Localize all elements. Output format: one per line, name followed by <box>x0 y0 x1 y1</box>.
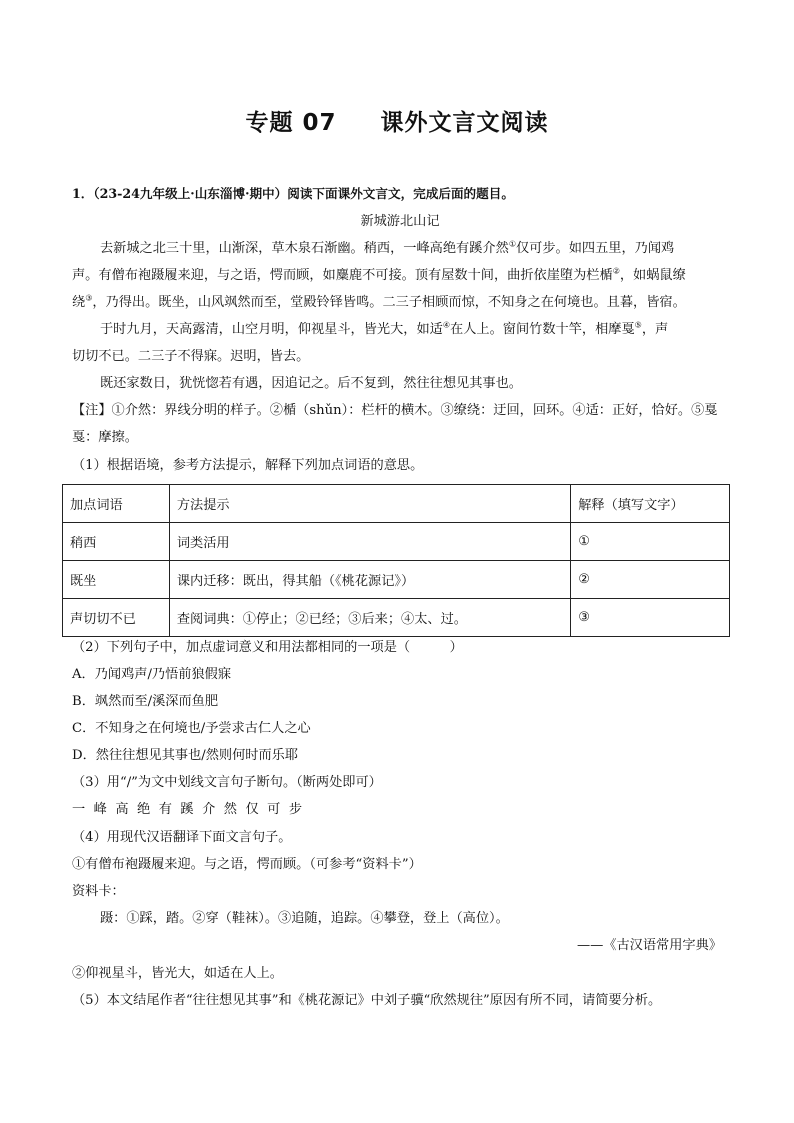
text-span: 去新城之北三十里，山渐深，草木泉石渐幽。稍西，一峰高绝有蹊介然 <box>100 241 509 256</box>
title-text: 课外文言文阅读 <box>380 110 549 136</box>
footnote-mark: ④ <box>442 320 451 330</box>
table-row <box>63 561 730 599</box>
answer-cell[interactable]: ③ <box>571 599 730 637</box>
footnote-mark: ③ <box>85 293 93 303</box>
translation-item-2: ②仰视星斗，皆光大，如适在人上。 <box>72 966 283 981</box>
table-cell: 既坐 <box>63 561 170 599</box>
option-c[interactable]: C．不知身之在何境也/予尝求古仁人之心 <box>72 721 311 736</box>
annotation-line: 戛：摩擦。 <box>72 430 138 445</box>
table-row <box>63 523 730 561</box>
table-cell: 课内迁移：既出，得其船（《桃花源记》） <box>169 561 570 599</box>
text-span: ，声 <box>641 322 669 337</box>
table-cell: 查阅词典：①停止；②已经；③后来；④太、过。 <box>169 599 570 637</box>
vocab-table <box>62 484 730 637</box>
answer-cell[interactable]: ② <box>571 561 730 599</box>
sub-question-4: （4）用现代汉语翻译下面文言句子。 <box>72 830 292 845</box>
passage-line <box>72 293 728 313</box>
text-span: ，乃得出。既坐，山风飒然而至，堂殿铃铎皆鸣。二三子相顾而惊，不知身之在何境也。且暮，皆宿。 <box>92 295 686 310</box>
table-header-cell: 解释（填写文字） <box>571 485 730 523</box>
title-number: 专题 07 <box>245 110 337 136</box>
passage-line <box>100 239 728 259</box>
option-b[interactable]: B．飒然而至/溪深而鱼肥 <box>72 694 219 709</box>
segmentation-sentence: 一峰高绝有蹊介然仅可步 <box>72 802 311 817</box>
sub-question-3: （3）用“/”为文中划线文言句子断句。（断两处即可） <box>72 775 382 790</box>
text-span: 在人上。窗间竹数十竿，相摩戛 <box>450 322 635 337</box>
translation-item-1: ①有僧布袍蹑履来迎。与之语，愕而顾。（可参考“资料卡”） <box>72 857 422 872</box>
text-span: 绕 <box>72 295 86 310</box>
table-header-cell: 方法提示 <box>169 485 570 523</box>
reference-card-content: 蹑：①踩，踏。②穿（鞋袜）。③追随，追踪。④攀登，登上（高位）。 <box>100 911 509 926</box>
annotation-line: 【注】①介然：界线分明的样子。②楯（shǔn）：栏杆的横木。③缭绕：迂回，回环。④适：正好，恰好。⑤戛 <box>72 403 718 418</box>
passage-line: 切切不已。二三子不得寐。迟明，皆去。 <box>72 349 310 364</box>
sub-question-1: （1）根据语境，参考方法提示，解释下列加点词语的意思。 <box>72 458 424 473</box>
reference-card-source: ——《古汉语常用字典》 <box>576 938 722 953</box>
question-intro: 1．（23-24九年级上·山东淄博·期中）阅读下面课外文言文，完成后面的题目。 <box>72 186 514 201</box>
passage-line <box>100 320 728 340</box>
option-d[interactable]: D．然往往想见其事也/然则何时而乐耶 <box>72 748 299 763</box>
reference-card-label: 资料卡： <box>72 884 125 899</box>
option-a[interactable]: A．乃闻鸡声/乃悟前狼假寐 <box>72 667 232 682</box>
table-cell: 词类活用 <box>169 523 570 561</box>
passage-title: 新城游北山记 <box>360 214 440 229</box>
page-title <box>0 104 794 137</box>
text-span: 于时九月，天高露清，山空月明，仰视星斗，皆光大，如适 <box>100 322 443 337</box>
table-cell: 稍西 <box>63 523 170 561</box>
table-header-cell: 加点词语 <box>63 485 170 523</box>
text-span: 声。有僧布袍蹑履来迎，与之语，愕而顾，如麋鹿不可接。顶有屋数十间，曲折依崖堕为栏楯 <box>72 268 613 283</box>
footnote-mark: ① <box>508 239 516 249</box>
text-span: ，如蜗鼠缭 <box>619 268 686 283</box>
table-header-row <box>63 485 730 523</box>
passage-line <box>72 266 728 286</box>
footnote-mark: ② <box>612 266 620 276</box>
sub-question-2: （2）下列句子中，加点虚词意义和用法都相同的一项是（ ） <box>72 640 463 655</box>
answer-cell[interactable]: ① <box>571 523 730 561</box>
sub-question-5: （5）本文结尾作者“往往想见其事”和《桃花源记》中刘子骥“欣然规往”原因有所不同，请简要分析。 <box>72 993 662 1008</box>
text-span: 仅可步。如四五里，乃闻鸡 <box>515 241 675 256</box>
table-row <box>63 599 730 637</box>
table-cell: 声切切不已 <box>63 599 170 637</box>
footnote-mark: ⑤ <box>634 320 642 330</box>
passage-line: 既还家数日，犹恍惚若有遇，因追记之。后不复到，然往往想见其事也。 <box>100 376 522 391</box>
